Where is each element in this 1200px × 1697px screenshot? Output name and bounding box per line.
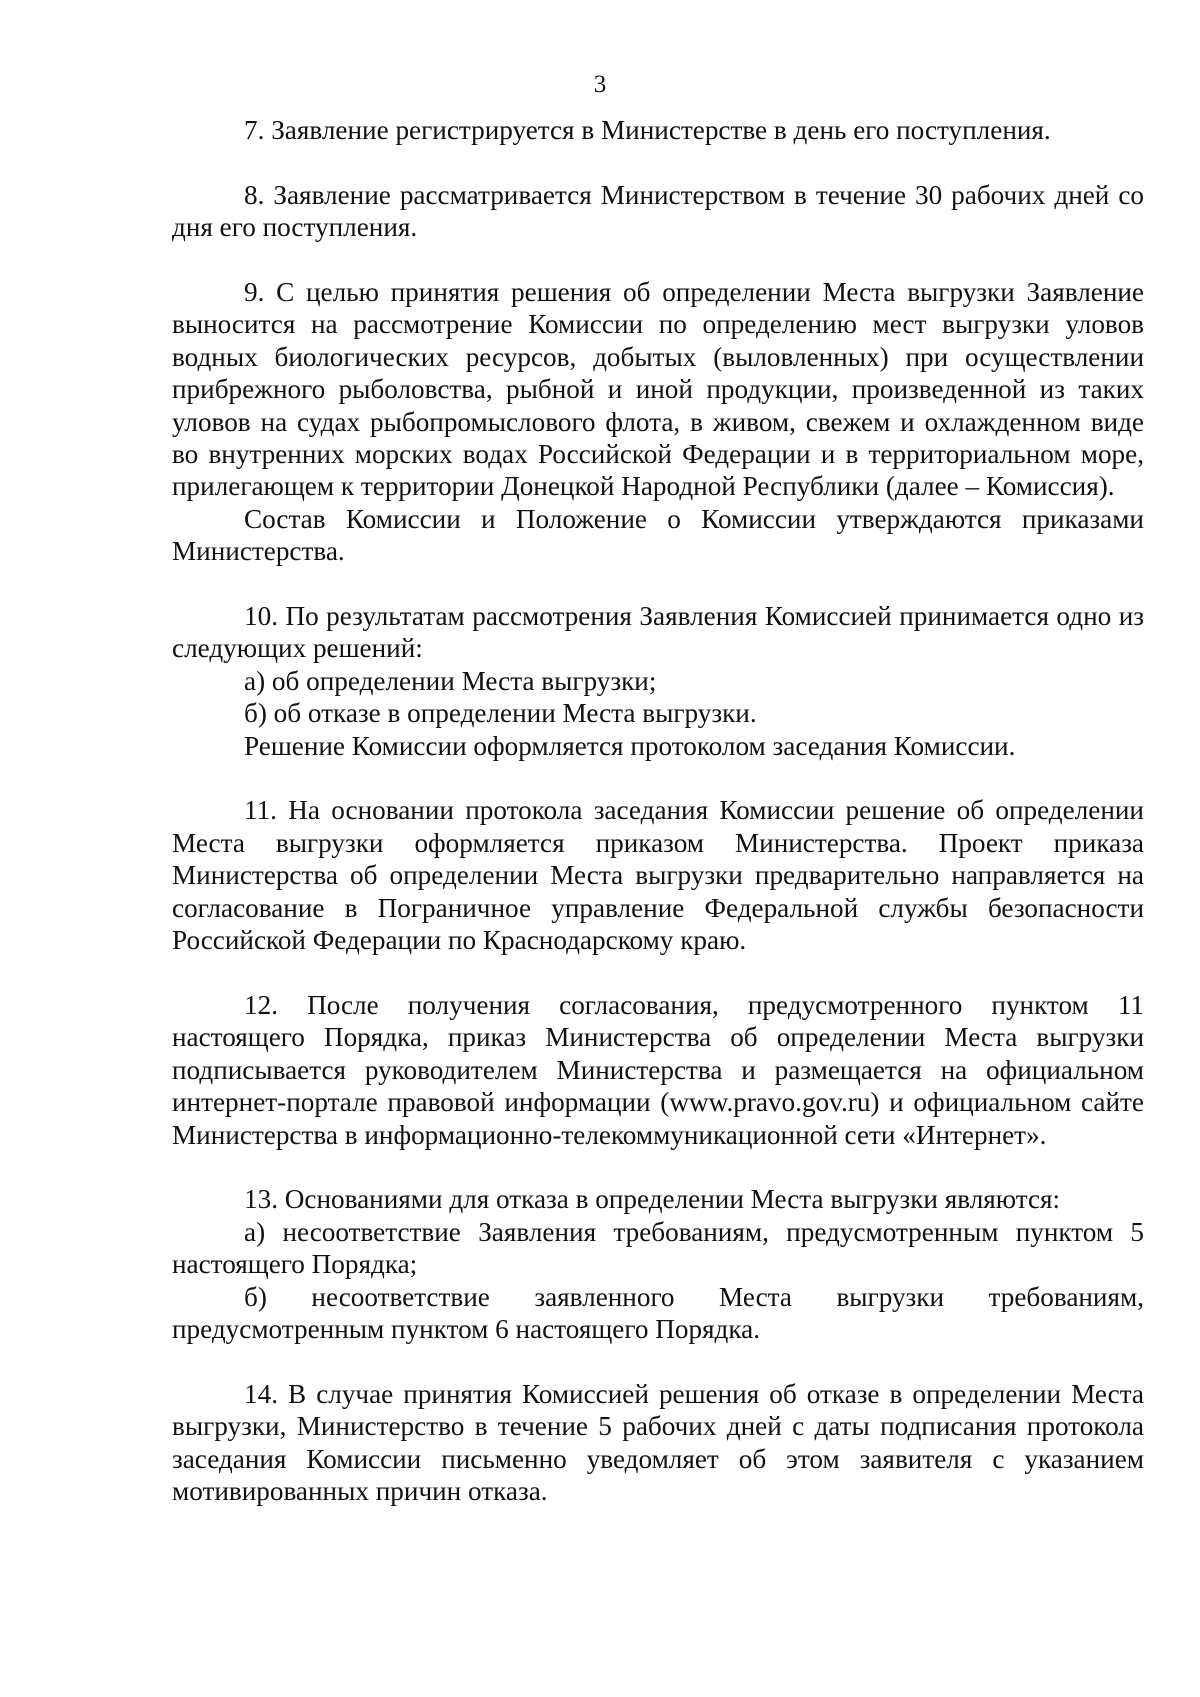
paragraph-9: 9. С целью принятия решения об определении Места выгрузки Заявление выносится на рассмотрение Комиссии по определению мест выгрузки уловов водных биологических ресурсов, добытых (выловленных) при осуществлении прибрежного рыболовства, рыбной и иной продукции, произведенной из таких уловов на судах рыбопромыслового флота, в живом, свежем и охлажденном виде во внутренних морских водах Российской Федерации и в территориальном море, прилегающем к территории Донецкой Народной Республики (далее – Комиссия). bbox=[172, 277, 1144, 502]
paragraph-10-option-a: а) об определении Места выгрузки; bbox=[244, 665, 657, 696]
page-number: 3 bbox=[593, 71, 607, 98]
paragraph-10-protocol: Решение Комиссии оформляется протоколом заседания Комиссии. bbox=[244, 730, 1016, 761]
document-body bbox=[172, 114, 1144, 1507]
paragraph-14: 14. В случае принятия Комиссией решения об отказе в определении Места выгрузки, Министерство в течение 5 рабочих дней с даты подписания протокола заседания Комиссии письменно уведомляет об этом заявителя с указанием мотивированных причин отказа. bbox=[172, 1378, 1144, 1506]
paragraph-13-reason-a: а) несоответствие Заявления требованиям, предусмотренным пунктом 5 настоящего Порядка; bbox=[172, 1216, 1144, 1280]
paragraph-10: 10. По результатам рассмотрения Заявления Комиссией принимается одно из следующих решений: bbox=[172, 601, 1144, 664]
paragraph-13-reason-b: б) несоответствие заявленного Места выгрузки требованиям, предусмотренным пунктом 6 настоящего Порядка. bbox=[172, 1281, 1144, 1344]
paragraph-9-commission-composition: Состав Комиссии и Положение о Комиссии утверждаются приказами Министерства. bbox=[172, 503, 1144, 567]
paragraph-13: 13. Основаниями для отказа в определении Места выгрузки являются: bbox=[244, 1184, 1061, 1215]
paragraph-7: 7. Заявление регистрируется в Министерстве в день его поступления. bbox=[244, 115, 1051, 145]
paragraph-10-option-b: б) об отказе в определении Места выгрузки. bbox=[244, 698, 757, 729]
paragraph-12: 12. После получения согласования, предусмотренного пунктом 11 настоящего Порядка, приказ Министерства об определении Места выгрузки подписывается руководителем Министерства и размещается на официальном интернет-портале правовой информации (www.pravo.gov.ru) и официальном сайте Министерства в информационно-телекоммуникационной сети «Интернет». bbox=[172, 989, 1144, 1150]
paragraph-8: 8. Заявление рассматривается Министерством в течение 30 рабочих дней со дня его поступления. bbox=[172, 179, 1144, 243]
paragraph-11: 11. На основании протокола заседания Комиссии решение об определении Места выгрузки оформляется приказом Министерства. Проект приказа Министерства об определении Места выгрузки предварительно направляется на согласование в Пограничное управление Федеральной службы безопасности Российской Федерации по Краснодарскому краю. bbox=[172, 795, 1144, 956]
